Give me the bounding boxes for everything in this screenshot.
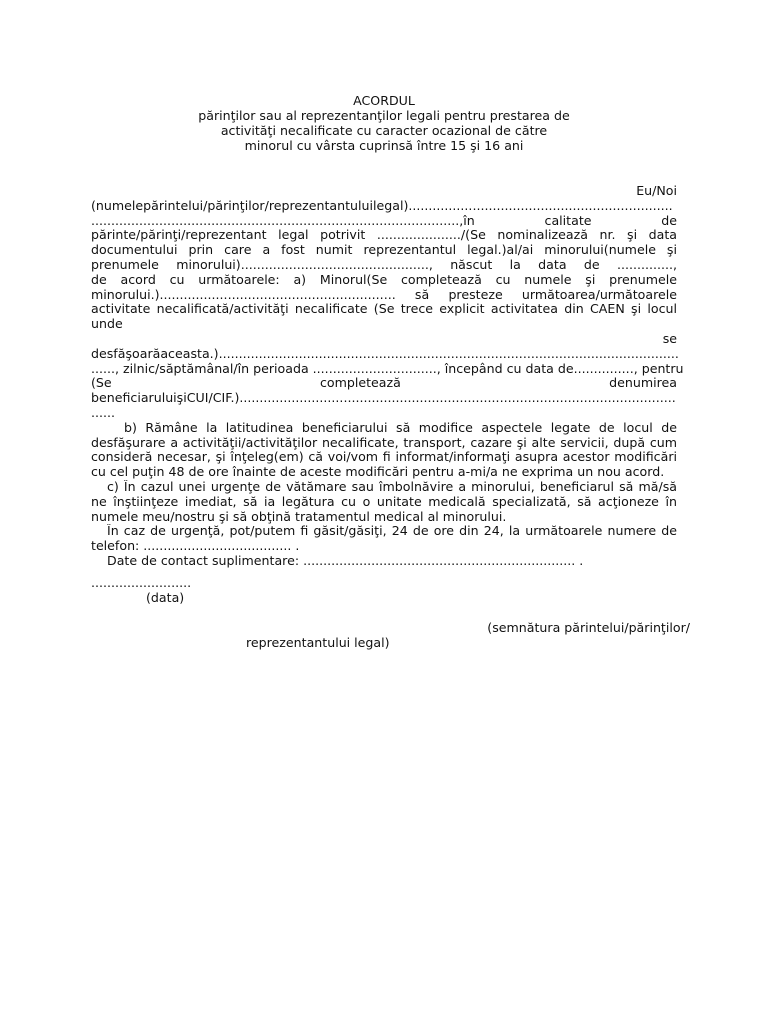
body-line: se <box>662 330 677 346</box>
paragraph-b-first-line: b) Rămâne la latitudinea beneficiarului să modifice aspectele legate de locul de <box>124 420 677 435</box>
signature-label-line-1: (semnătura părintelui/părinţilor/ <box>487 620 690 635</box>
body-line: minorului.)........................................................... să presteze următoarea/următoarele <box>91 287 677 302</box>
document-title <box>0 93 768 153</box>
body-line: (Se completează denumirea <box>91 376 677 391</box>
title-heading: ACORDUL <box>353 93 415 108</box>
agreement-body <box>91 183 684 569</box>
emergency-paragraph-first-line: În caz de urgenţă, pot/putem fi găsit/găsiţi, 24 de ore din 24, la următoarele numere de <box>107 524 677 539</box>
body-line: desfăşoarăaceasta.)................................................................................................................... <box>91 345 679 361</box>
body-line: unde <box>91 316 123 332</box>
body-line: cu cel puţin 48 de ore înainte de aceste modificări pentru a-mi/a ne exprima un nou acord. <box>91 464 665 480</box>
body-line: prenumele minorului)..............................................., născut la data de .............., <box>91 257 677 272</box>
body-line: ne înştiinţeze imediat, să ia legătura cu o unitate medicală specializată, să acţioneze în <box>91 494 677 509</box>
body-line: documentului prin care a fost numit reprezentantul legal.)al/ai minorului(numele şi <box>91 243 677 258</box>
body-line: (numelepărintelui/părinţilor/reprezentantuluilegal).................................................................. <box>91 197 673 213</box>
signature-label-line-2: reprezentantului legal) <box>246 635 390 650</box>
body-line: beneficiaruluişiCUI/CIF.)............................................................................................................. <box>91 390 676 406</box>
title-line-2: părinţilor sau al reprezentanţilor legali pentru prestarea de <box>198 108 570 123</box>
body-line: Eu/Noi <box>636 183 677 198</box>
body-line: telefon: ..................................... . <box>91 538 300 554</box>
title-line-3: activităţi necalificate cu caracter ocazional de către <box>220 123 548 138</box>
contact-line: Date de contact suplimentare: .................................................................... . <box>107 552 584 568</box>
body-line: ...... <box>91 404 116 420</box>
body-line: părinte/părinţi/reprezentant legal potrivit ...................../(Se nominalizează nr. şi data <box>91 228 677 243</box>
body-line: de acord cu următoarele: a) Minorul(Se completează cu numele şi prenumele <box>91 272 677 287</box>
body-line: ......, zilnic/săptămânal/în perioada ..............................., începând cu data de..............., pentru <box>91 360 684 376</box>
date-label: (data) <box>146 590 185 605</box>
paragraph-c-first-line: c) În cazul unei urgenţe de vătămare sau îmbolnăvire a minorului, beneficiarul să mă/să <box>107 479 677 494</box>
body-line: consideră necesar, şi înţeleg(em) că voi/vom fi informat/informaţi asupra acestor modificări <box>91 450 677 465</box>
body-line: activitate necalificată/activităţi necalificate (Se trece explicit activitatea din CAEN şi locul <box>91 302 677 317</box>
date-dots: ......................... <box>91 575 192 590</box>
body-line: desfăşurare a activităţii/activităţilor necalificate, transport, cazare şi alte servicii, după cum <box>91 435 677 450</box>
body-line: ............................................................................................,în calitate de <box>91 213 677 228</box>
body-line: numele meu/nostru şi să obţină tratamentul medical al minorului. <box>91 508 507 524</box>
title-line-4: minorul cu vârsta cuprinsă între 15 şi 16 ani <box>244 138 524 153</box>
